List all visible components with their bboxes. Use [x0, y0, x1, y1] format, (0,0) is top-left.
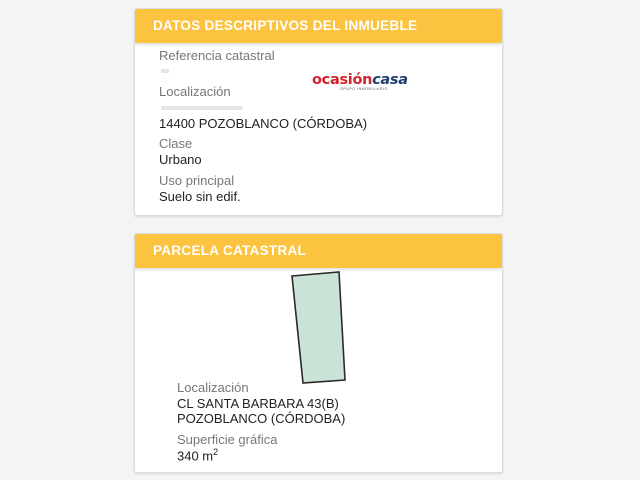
area-unit-exponent: 2	[213, 447, 219, 457]
location-label: Localización	[159, 84, 231, 99]
logo-brand-main: ocasión	[312, 72, 373, 88]
descriptive-data-header: DATOS DESCRIPTIVOS DEL INMUEBLE	[135, 9, 502, 43]
class-label: Clase	[159, 136, 193, 151]
descriptive-data-card	[134, 8, 503, 216]
graphic-area-label: Superficie gráfica	[177, 432, 278, 447]
area-number: 340 m	[177, 448, 214, 464]
cadastral-reference-label: Referencia catastral	[159, 48, 275, 63]
parcel-shape	[292, 272, 345, 383]
parcel-location-line1: CL SANTA BARBARA 43(B)	[177, 396, 339, 411]
parcel-location-line2: POZOBLANCO (CÓRDOBA)	[177, 411, 346, 426]
graphic-area-value	[177, 447, 218, 463]
parcel-header: PARCELA CATASTRAL	[135, 234, 502, 268]
class-value: Urbano	[159, 152, 202, 167]
location-line: 14400 POZOBLANCO (CÓRDOBA)	[159, 116, 368, 131]
redacted-reference	[161, 69, 169, 73]
logo-brand-accent: casa	[372, 72, 408, 88]
parcel-location-label: Localización	[177, 380, 249, 395]
parcel-card	[134, 233, 503, 473]
ocasioncasa-logo	[312, 71, 408, 89]
main-use-value: Suelo sin edif.	[159, 189, 241, 204]
logo-tagline: GRUPO INMOBILIARIO	[340, 87, 388, 91]
main-use-label: Uso principal	[159, 173, 235, 188]
redacted-address	[161, 106, 243, 110]
